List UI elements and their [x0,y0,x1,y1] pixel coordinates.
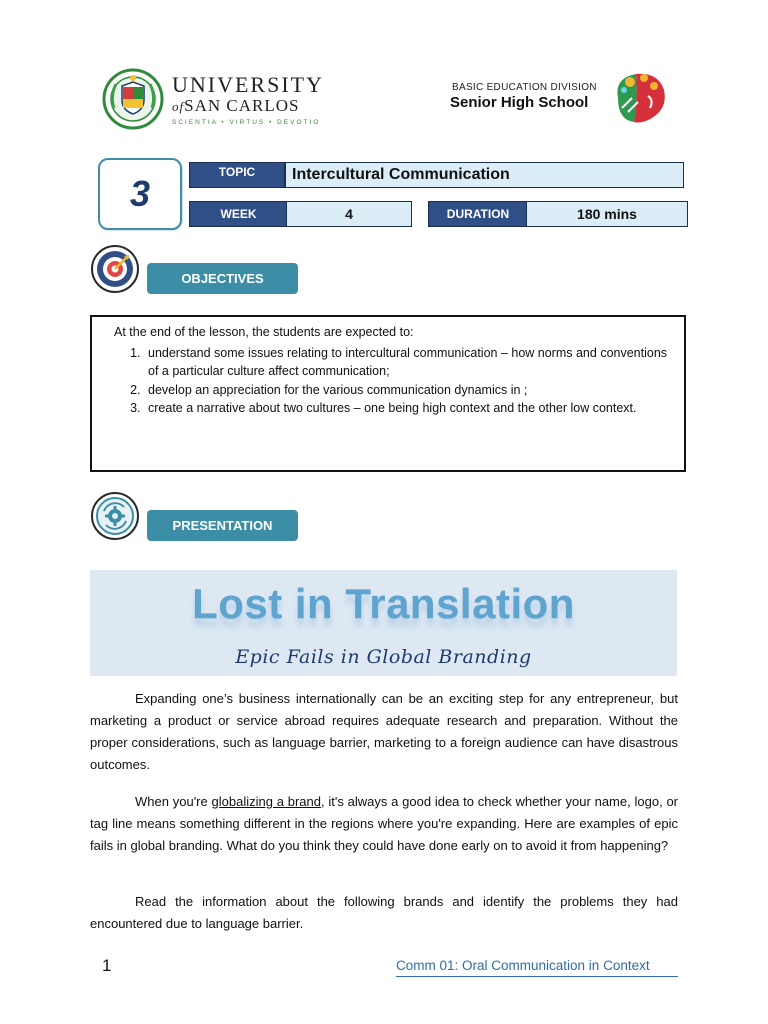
paragraph-intro-text: Expanding one’s business internationally can be an exciting step for any entrepreneur, but marketing a product or service abroad requires adequate research and preparation. Without the proper considerations, such as language barrier, marketing to a foreign audience can have disastrous outcomes. [90,691,678,772]
school-name: Senior High School [450,94,589,111]
week-value: 4 [286,201,412,227]
topic-label: TOPIC [189,162,285,188]
senior-high-school-logo [608,68,670,128]
topic-value: Intercultural Communication [285,162,684,188]
course-footer: Comm 01: Oral Communication in Context [396,958,650,973]
objective-item: 2. develop an appreciation for the various communication dynamics in ; [144,381,674,400]
university-line1: UNIVERSITY [172,72,324,97]
banner-title: Lost in Translation [192,580,575,627]
objectives-list [114,344,674,418]
paragraph-branding [90,791,678,857]
week-label: WEEK [189,201,288,227]
university-name [172,74,324,126]
objectives-intro: At the end of the lesson, the students are expected to: [114,325,414,339]
duration-value: 180 mins [526,201,688,227]
paragraph-intro [90,688,678,776]
presentation-heading: PRESENTATION [147,510,298,541]
footer-rule [396,976,678,977]
objectives-heading: OBJECTIVES [147,263,298,294]
duration-label: DURATION [428,201,528,227]
paragraph-branding-rest: , it's always a good idea to check whether your name, logo, or tag line means something different in the regions where you're expanding. Here are examples of epic fails in global branding. What do you think they could have done early on to avoid it from happening? [90,794,679,853]
page-number: 1 [102,956,112,975]
objectives-box [90,315,686,472]
university-motto: SCIENTIA • VIRTUS • DEVOTIO [172,119,321,126]
gear-cycle-icon [90,491,140,541]
paragraph-instructions [90,891,678,935]
university-seal-logo [102,68,164,130]
university-line2 [172,96,324,117]
objective-item: 1. understand some issues relating to intercultural communication – how norms and conventions of a particular culture affect communication; [144,344,674,381]
paragraph-branding-lead: When you're [135,794,212,809]
lesson-number-badge: 3 [98,158,182,230]
globalizing-brand-link[interactable]: globalizing a brand [211,794,321,809]
division-label: BASIC EDUCATION DIVISION [452,82,597,93]
objective-item: 3. create a narrative about two cultures – one being high context and the other low context. [144,399,674,418]
university-san-carlos: SAN CARLOS [184,96,300,115]
paragraph-instructions-text: Read the information about the following brands and identify the problems they had encountered due to language barrier. [90,894,678,931]
university-of: of [172,99,185,114]
target-icon [90,244,140,294]
banner-subtitle: Epic Fails in Global Branding [235,646,532,668]
lost-in-translation-banner [90,570,677,676]
